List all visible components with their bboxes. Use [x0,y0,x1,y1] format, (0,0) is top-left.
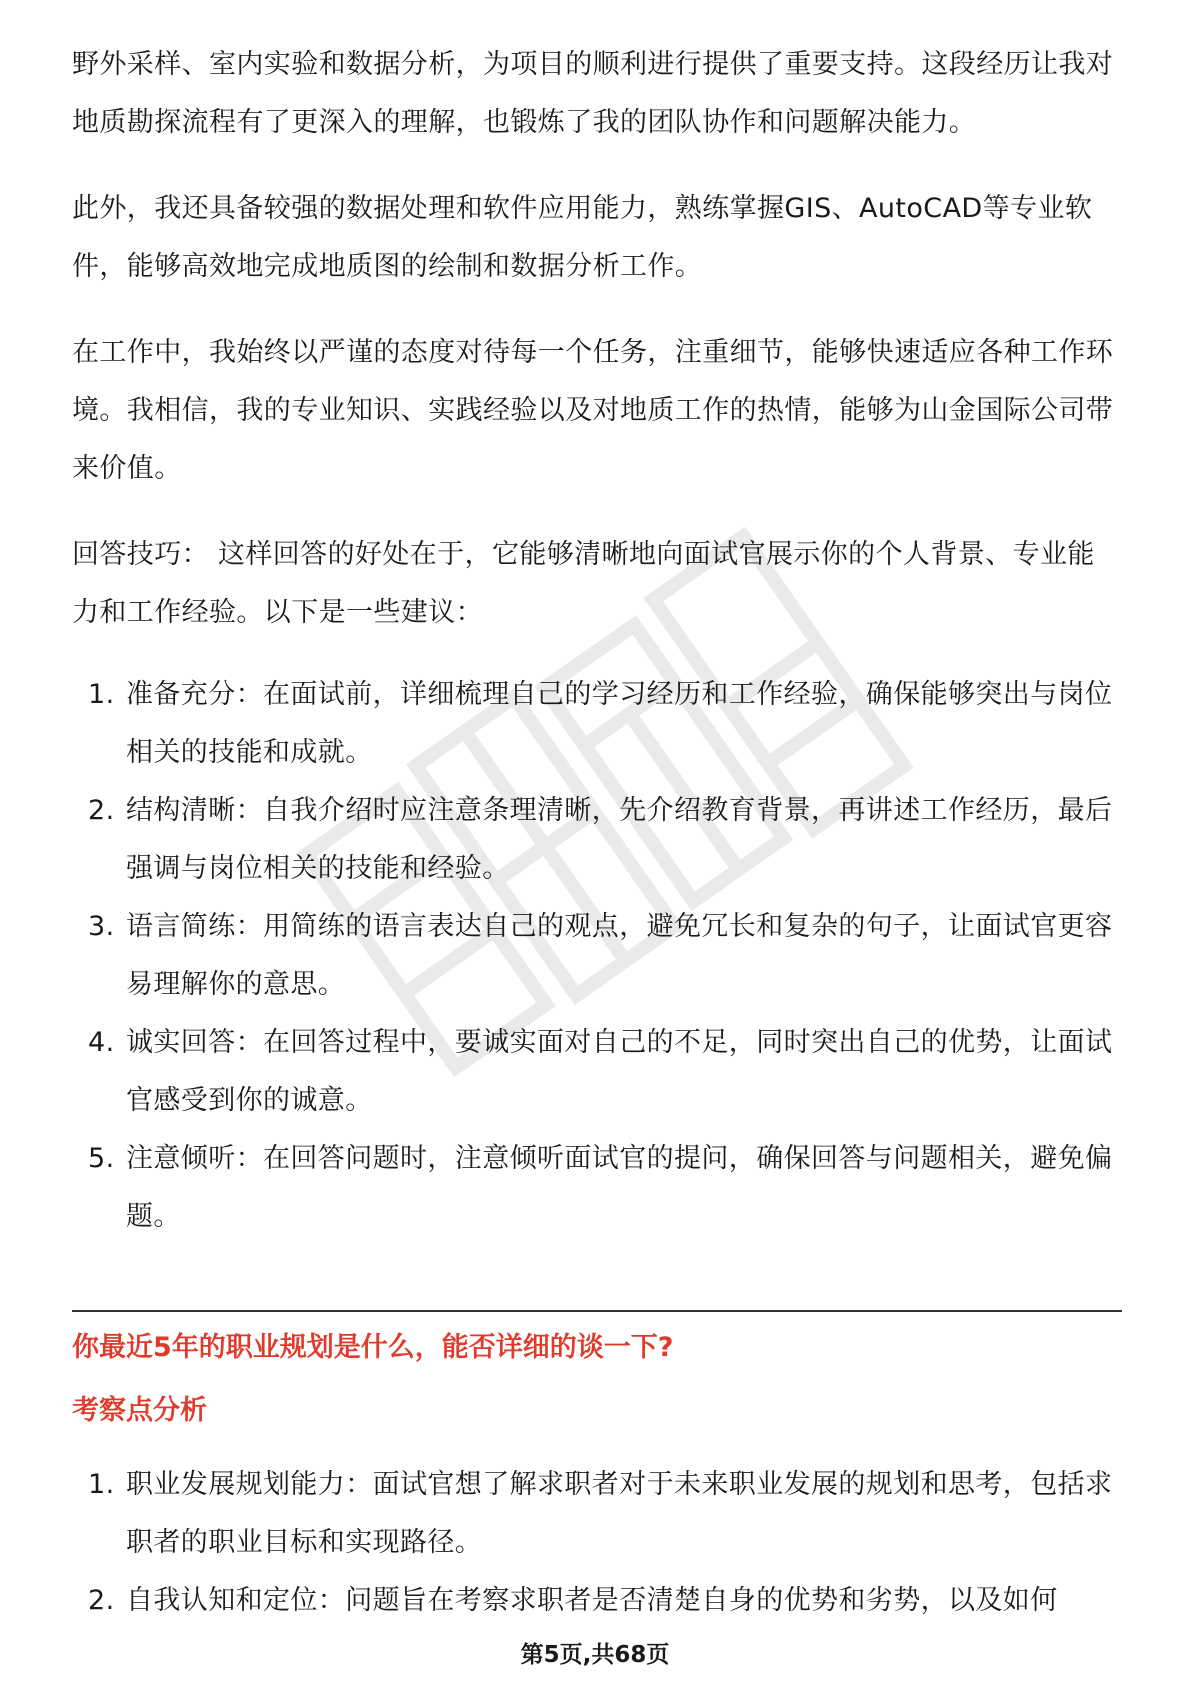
list-item: 2. 结构清晰：自我介绍时应注意条理清晰，先介绍教育背景，再讲述工作经历，最后强调与岗位相关的技能和经验。 [88,795,1113,884]
question-heading: 你最近5年的职业规划是什么，能否详细的谈一下? [72,1332,674,1363]
list-item: 1. 职业发展规划能力：面试官想了解求职者对于未来职业发展的规划和思考，包括求职者的职业目标和实现路径。 [88,1469,1113,1558]
section-divider [72,1310,1122,1312]
list-item: 4. 诚实回答：在回答过程中，要诚实面对自己的不足，同时突出自己的优势，让面试官感受到你的诚意。 [88,1027,1113,1116]
paragraph-work-attitude: 在工作中，我始终以严谨的态度对待每一个任务，注重细节，能够快速适应各种工作环境。我相信，我的专业知识、实践经验以及对地质工作的热情，能够为山金国际公司带来价值。 [72,337,1114,484]
paragraph-experience: 野外采样、室内实验和数据分析，为项目的顺利进行提供了重要支持。这段经历让我对地质勘探流程有了更深入的理解，也锻炼了我的团队协作和问题解决能力。 [72,49,1114,138]
analysis-heading: 考察点分析 [72,1395,207,1426]
analysis-list [72,1456,1122,1630]
paragraph-software-skills: 此外，我还具备较强的数据处理和软件应用能力，熟练掌握GIS、AutoCAD等专业软件，能够高效地完成地质图的绘制和数据分析工作。 [72,193,1093,282]
page-number: 第5页,共68页 [520,1642,670,1668]
list-item: 3. 语言简练：用简练的语言表达自己的观点，避免冗长和复杂的句子，让面试官更容易理解你的意思。 [88,911,1113,1000]
list-item: 2. 自我认知和定位：问题旨在考察求职者是否清楚自身的优势和劣势，以及如何 [88,1585,1058,1616]
document-body [72,36,1122,1246]
list-item: 5. 注意倾听：在回答问题时，注意倾听面试官的提问，确保回答与问题相关，避免偏题。 [88,1143,1113,1232]
paragraph-answer-tips: 回答技巧： 这样回答的好处在于，它能够清晰地向面试官展示你的个人背景、专业能力和工作经验。以下是一些建议： [72,539,1095,628]
list-item: 1. 准备充分：在面试前，详细梳理自己的学习经历和工作经验，确保能够突出与岗位相关的技能和成就。 [88,679,1113,768]
tips-list [72,666,1122,1246]
